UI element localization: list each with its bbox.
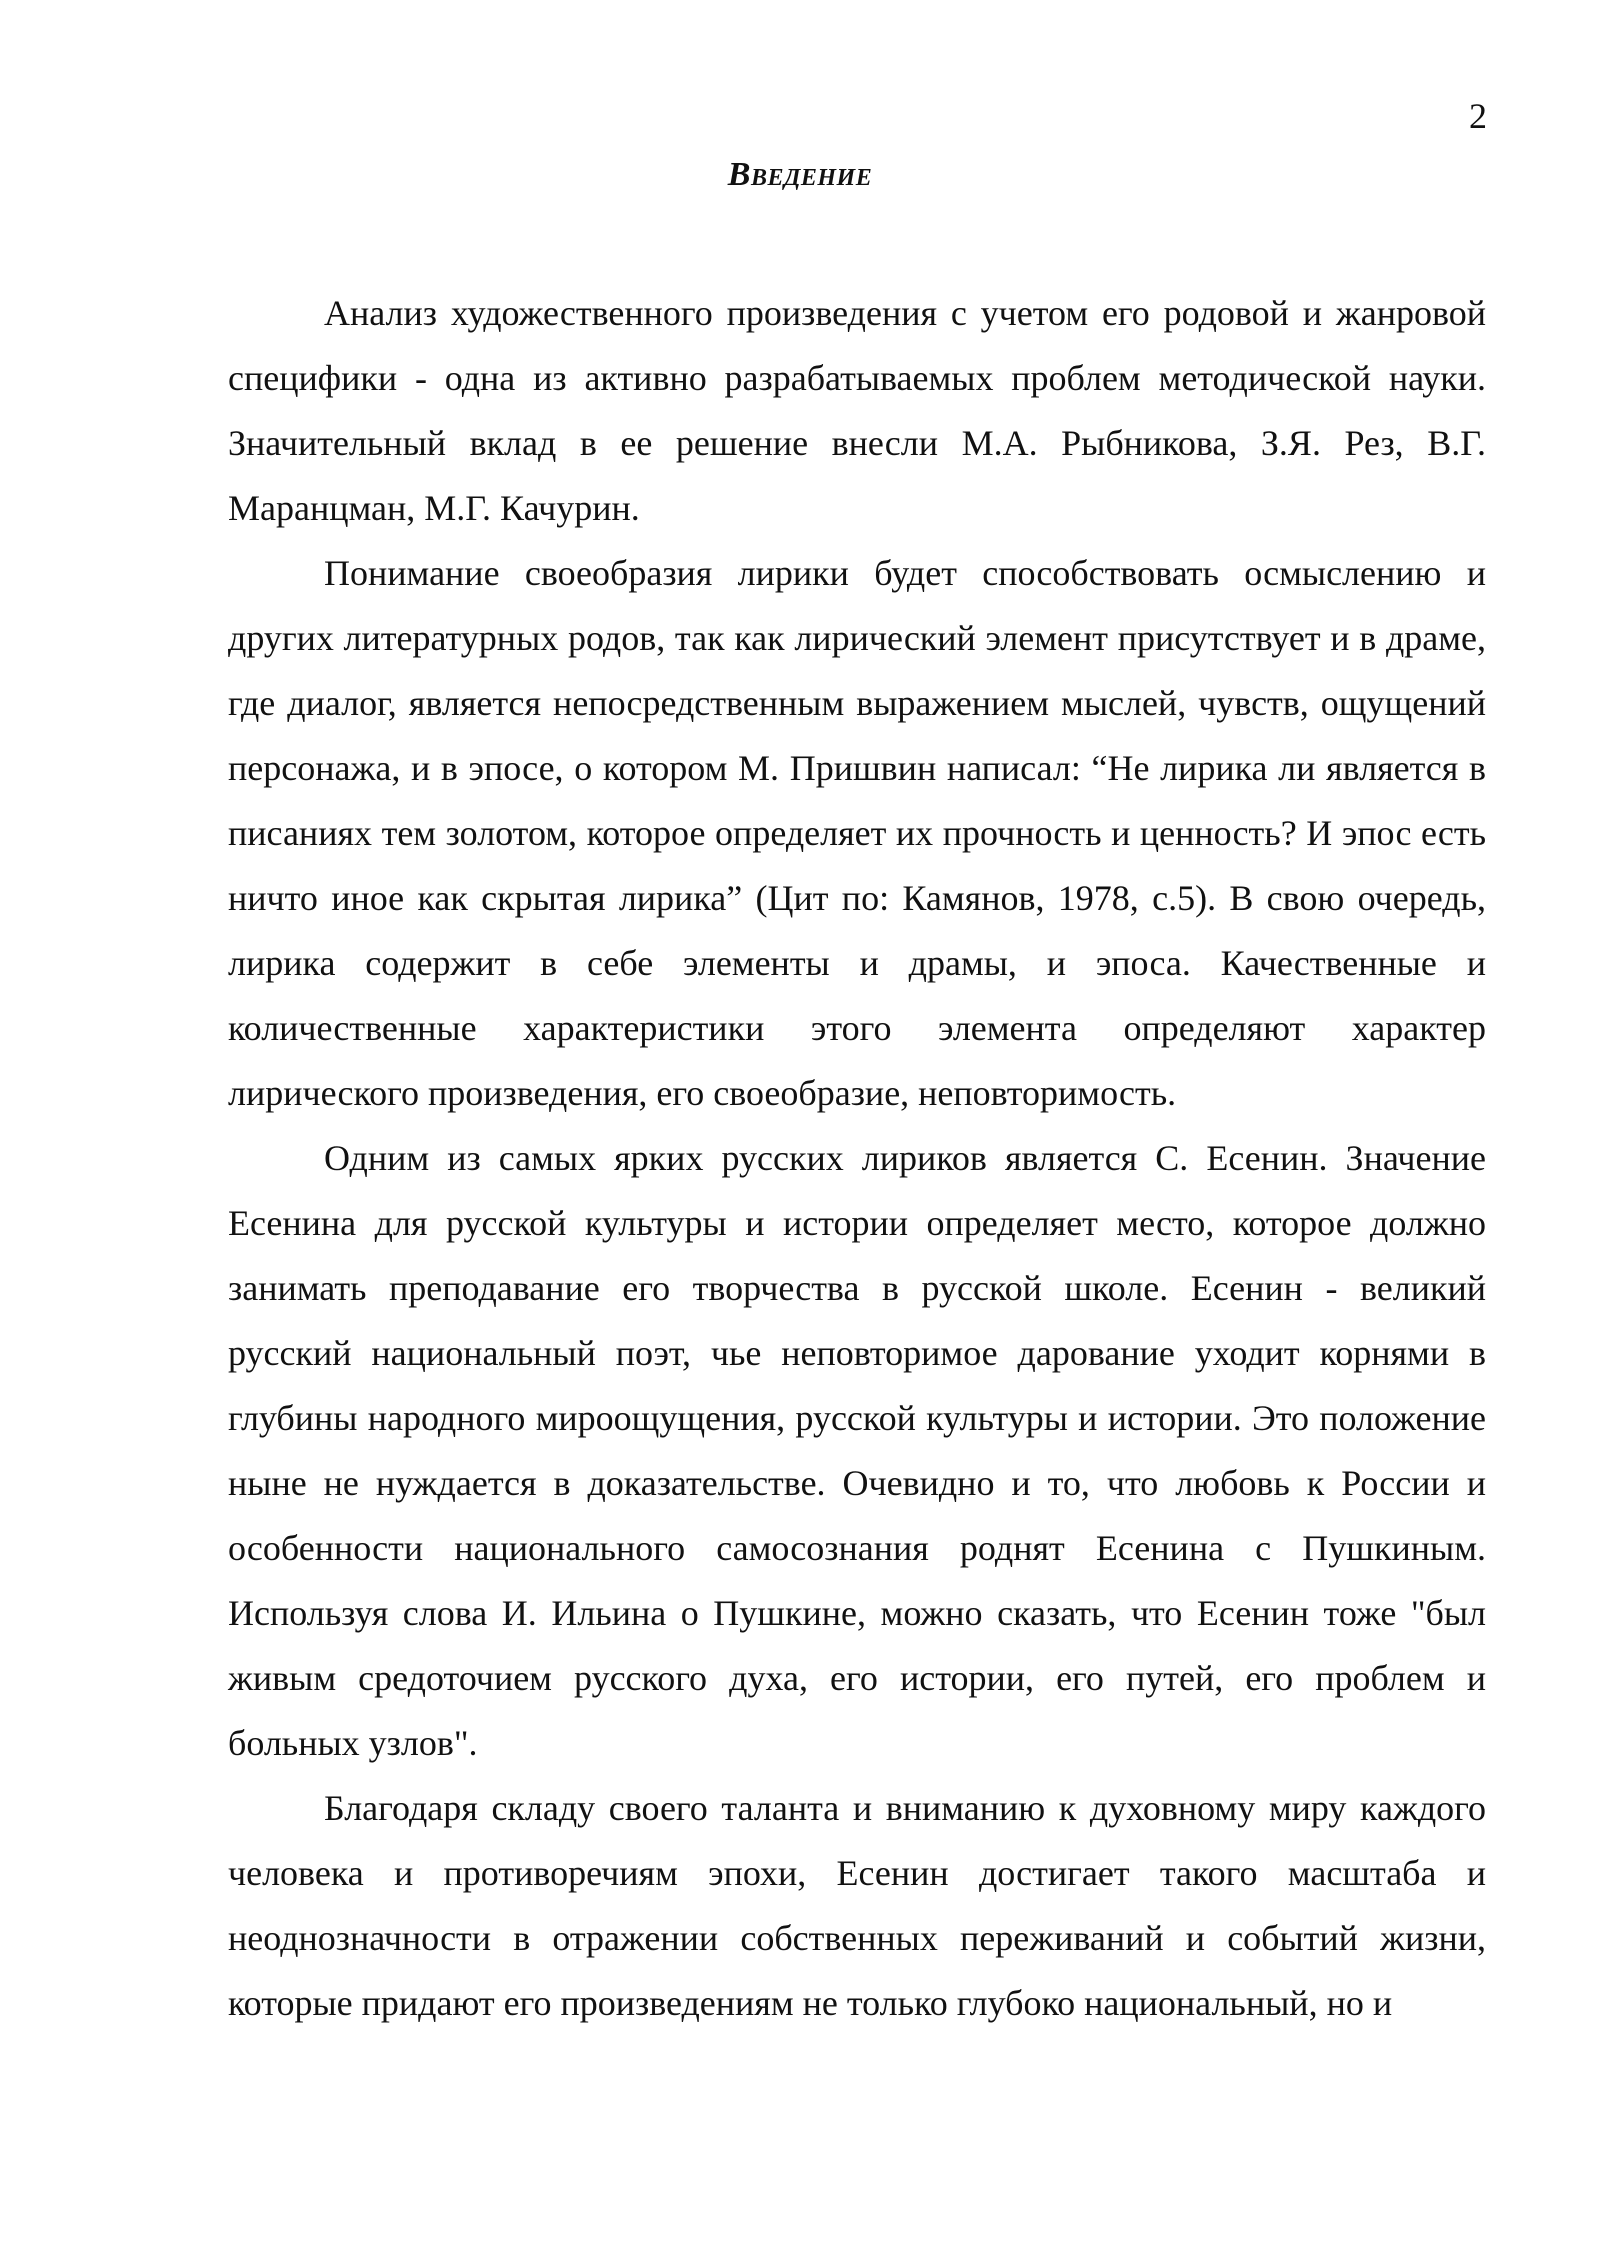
paragraph-4: Благодаря складу своего таланта и вниманию к духовному миру каждого человека и противоречиям эпохи, Есенин достигает такого масштаба и неоднозначности в отражении собственных переживаний и событий жизни, которые придают его произведениям не только глубоко национальный, но и [228, 1788, 1486, 2023]
paragraph-3: Одним из самых ярких русских лириков является С. Есенин. Значение Есенина для русской культуры и истории определяет место, которое должно занимать преподавание его творчества в русской школе. Есенин - великий русский национальный поэт, чье неповторимое дарование уходит корнями в глубины народного мироощущения, русской культуры и истории. Это положение ныне не нуждается в доказательстве. Очевидно и то, что любовь к России и особенности национального самосознания роднят Есенина с Пушкиным. Используя слова И. Ильина о Пушкине, можно сказать, что Есенин тоже "был живым средоточием русского духа, его истории, его путей, его проблем и больных узлов". [228, 1138, 1486, 1763]
page-number: 2 [1469, 96, 1487, 136]
paragraph-2: Понимание своеобразия лирики будет способствовать осмыслению и других литературных родов, так как лирический элемент присутствует и в драме, где диалог, является непосредственным выражением мыслей, чувств, ощущений персонажа, и в эпосе, о котором М. Пришвин написал: “Не лирика ли является в писаниях тем золотом, которое определяет их прочность и ценность? И эпос есть ничто иное как скрытая лирика” (Цит по: Камянов, 1978, с.5). В свою очередь, лирика содержит в себе элементы и драмы, и эпоса. Качественные и количественные характеристики этого элемента определяют характер лирического произведения, его своеобразие, неповторимость. [228, 553, 1486, 1113]
paragraph-1: Анализ художественного произведения с учетом его родовой и жанровой специфики - одна из активно разрабатываемых проблем методической науки. Значительный вклад в ее решение внесли М.А. Рыбникова, З.Я. Рез, В.Г. Маранцман, М.Г. Качурин. [228, 293, 1486, 528]
document-body [228, 281, 1486, 2036]
page-title: Введение [727, 156, 873, 193]
